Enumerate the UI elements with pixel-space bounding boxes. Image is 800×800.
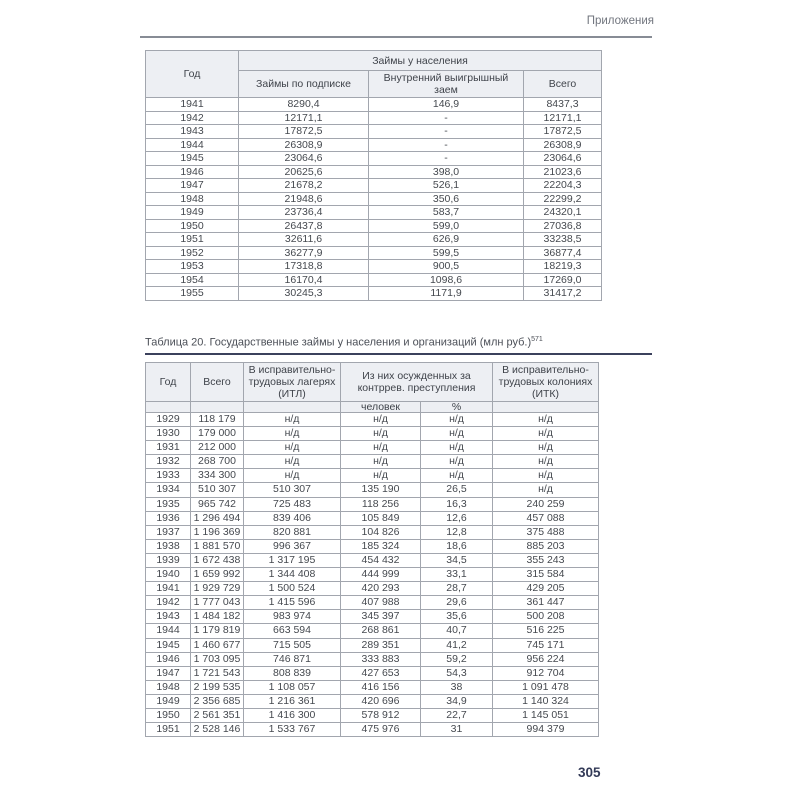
table-cell: 17872,5 bbox=[239, 125, 369, 139]
table-cell: 17872,5 bbox=[524, 125, 602, 139]
table-cell: 1 179 819 bbox=[191, 624, 244, 638]
table-row bbox=[146, 413, 599, 427]
table-row bbox=[146, 469, 599, 483]
table-cell: 20625,6 bbox=[239, 165, 369, 179]
table-cell: 420 696 bbox=[341, 694, 421, 708]
table-cell: 583,7 bbox=[369, 206, 524, 220]
table-cell: 1 703 095 bbox=[191, 652, 244, 666]
table-cell: 1931 bbox=[146, 441, 191, 455]
table-cell: 1940 bbox=[146, 568, 191, 582]
table-cell: 1 777 043 bbox=[191, 596, 244, 610]
table-cell: 21023,6 bbox=[524, 165, 602, 179]
table-cell: н/д bbox=[493, 469, 599, 483]
table-cell: 1 091 478 bbox=[493, 680, 599, 694]
table-cell: 375 488 bbox=[493, 525, 599, 539]
t2-subheader-empty bbox=[493, 402, 599, 413]
loans-table-header bbox=[146, 51, 602, 98]
table-row bbox=[146, 246, 602, 260]
table-cell: 118 256 bbox=[341, 497, 421, 511]
table-cell: 1946 bbox=[146, 165, 239, 179]
t2-subheader-empty bbox=[244, 402, 341, 413]
caption-rule bbox=[145, 353, 652, 355]
table-cell: 21948,6 bbox=[239, 192, 369, 206]
table-cell: 1 140 324 bbox=[493, 694, 599, 708]
table-cell: 22,7 bbox=[421, 708, 493, 722]
table-cell: 22204,3 bbox=[524, 179, 602, 193]
table-cell: 8437,3 bbox=[524, 98, 602, 112]
table-row bbox=[146, 539, 599, 553]
table-cell: 30245,3 bbox=[239, 287, 369, 301]
table-cell: 26308,9 bbox=[524, 138, 602, 152]
table-cell: 16170,4 bbox=[239, 273, 369, 287]
table-row bbox=[146, 260, 602, 274]
t2-subcol-people: человек bbox=[341, 402, 421, 413]
table-cell: 23064,6 bbox=[524, 152, 602, 166]
table-cell: 1944 bbox=[146, 138, 239, 152]
table-cell: 8290,4 bbox=[239, 98, 369, 112]
table-cell: 1947 bbox=[146, 179, 239, 193]
table-cell: н/д bbox=[493, 441, 599, 455]
table-row bbox=[146, 441, 599, 455]
table-cell: 444 999 bbox=[341, 568, 421, 582]
table-cell: 808 839 bbox=[244, 666, 341, 680]
table-cell: н/д bbox=[421, 469, 493, 483]
table-cell: 900,5 bbox=[369, 260, 524, 274]
t2-col-total: Всего bbox=[191, 363, 244, 402]
table-cell: - bbox=[369, 138, 524, 152]
table-cell: 1950 bbox=[146, 708, 191, 722]
table-row bbox=[146, 273, 602, 287]
table-cell: 1930 bbox=[146, 427, 191, 441]
table-cell: 1929 bbox=[146, 413, 191, 427]
table-cell: 1 216 361 bbox=[244, 694, 341, 708]
table-cell: 1 500 524 bbox=[244, 582, 341, 596]
table-cell: 35,6 bbox=[421, 610, 493, 624]
camps-table-body bbox=[146, 413, 599, 737]
table-cell: н/д bbox=[421, 455, 493, 469]
table-cell: - bbox=[369, 152, 524, 166]
table-cell: 1934 bbox=[146, 483, 191, 497]
table-row bbox=[146, 219, 602, 233]
t2-subcol-percent: % bbox=[421, 402, 493, 413]
table-row bbox=[146, 152, 602, 166]
table-cell: 1941 bbox=[146, 582, 191, 596]
table-cell: 1943 bbox=[146, 610, 191, 624]
table-cell: 1941 bbox=[146, 98, 239, 112]
table-cell: 1939 bbox=[146, 553, 191, 567]
table-cell: н/д bbox=[493, 455, 599, 469]
table-cell: 1 672 438 bbox=[191, 553, 244, 567]
table-cell: 36277,9 bbox=[239, 246, 369, 260]
table-cell: 1949 bbox=[146, 694, 191, 708]
table-cell: 26,5 bbox=[421, 483, 493, 497]
table-cell: 146,9 bbox=[369, 98, 524, 112]
table-caption-text: Таблица 20. Государственные займы у населения и организаций (млн руб.) bbox=[145, 336, 532, 349]
table-cell: 1945 bbox=[146, 638, 191, 652]
table-cell: 1942 bbox=[146, 111, 239, 125]
table-cell: 416 156 bbox=[341, 680, 421, 694]
table-cell: 1947 bbox=[146, 666, 191, 680]
table-cell: н/д bbox=[341, 469, 421, 483]
table-cell: 427 653 bbox=[341, 666, 421, 680]
table-cell: 41,2 bbox=[421, 638, 493, 652]
table-row bbox=[146, 624, 599, 638]
table-cell: 21678,2 bbox=[239, 179, 369, 193]
table-cell: 24320,1 bbox=[524, 206, 602, 220]
table-cell: 994 379 bbox=[493, 723, 599, 737]
table-cell: 1 460 677 bbox=[191, 638, 244, 652]
table-cell: 105 849 bbox=[341, 511, 421, 525]
table-cell: 839 406 bbox=[244, 511, 341, 525]
table-cell: 268 700 bbox=[191, 455, 244, 469]
table-cell: 2 528 146 bbox=[191, 723, 244, 737]
table-cell: 212 000 bbox=[191, 441, 244, 455]
table-cell: 1944 bbox=[146, 624, 191, 638]
table-row bbox=[146, 610, 599, 624]
header-rule bbox=[140, 36, 652, 38]
table-cell: 454 432 bbox=[341, 553, 421, 567]
table-row bbox=[146, 233, 602, 247]
table-cell: 457 088 bbox=[493, 511, 599, 525]
table-cell: 1951 bbox=[146, 233, 239, 247]
t2-col-year: Год bbox=[146, 363, 191, 402]
table-row bbox=[146, 138, 602, 152]
table-cell: 315 584 bbox=[493, 568, 599, 582]
table-cell: 1949 bbox=[146, 206, 239, 220]
table-cell: 663 594 bbox=[244, 624, 341, 638]
table-cell: 1 721 543 bbox=[191, 666, 244, 680]
table-cell: 912 704 bbox=[493, 666, 599, 680]
table-cell: 26308,9 bbox=[239, 138, 369, 152]
table-cell: 475 976 bbox=[341, 723, 421, 737]
table-cell: 334 300 bbox=[191, 469, 244, 483]
table-cell: 179 000 bbox=[191, 427, 244, 441]
table-cell: 2 356 685 bbox=[191, 694, 244, 708]
table-row bbox=[146, 680, 599, 694]
table-row bbox=[146, 525, 599, 539]
table-cell: н/д bbox=[341, 427, 421, 441]
table-cell: 1946 bbox=[146, 652, 191, 666]
table-row bbox=[146, 206, 602, 220]
table-cell: н/д bbox=[421, 427, 493, 441]
table-cell: 1938 bbox=[146, 539, 191, 553]
table-cell: 1 296 494 bbox=[191, 511, 244, 525]
t1-col-year: Год bbox=[146, 51, 239, 98]
table-cell: 12171,1 bbox=[239, 111, 369, 125]
table-cell: 17318,8 bbox=[239, 260, 369, 274]
table-cell: 23064,6 bbox=[239, 152, 369, 166]
table-cell: 118 179 bbox=[191, 413, 244, 427]
table-cell: 1 344 408 bbox=[244, 568, 341, 582]
table-cell: 17269,0 bbox=[524, 273, 602, 287]
table-row bbox=[146, 455, 599, 469]
table-cell: 746 871 bbox=[244, 652, 341, 666]
table-cell: 1 415 596 bbox=[244, 596, 341, 610]
table-cell: 1936 bbox=[146, 511, 191, 525]
table-cell: 1953 bbox=[146, 260, 239, 274]
table-cell: 36877,4 bbox=[524, 246, 602, 260]
table-cell: 1948 bbox=[146, 192, 239, 206]
table-cell: 1171,9 bbox=[369, 287, 524, 301]
table-cell: 1937 bbox=[146, 525, 191, 539]
table-cell: 983 974 bbox=[244, 610, 341, 624]
table-cell: 1 108 057 bbox=[244, 680, 341, 694]
table-header-row bbox=[146, 363, 599, 402]
table-cell: - bbox=[369, 111, 524, 125]
table-row bbox=[146, 192, 602, 206]
table-row bbox=[146, 596, 599, 610]
table-cell: 626,9 bbox=[369, 233, 524, 247]
table-cell: 599,5 bbox=[369, 246, 524, 260]
table-cell: 500 208 bbox=[493, 610, 599, 624]
table-cell: 1943 bbox=[146, 125, 239, 139]
table-caption bbox=[145, 336, 543, 349]
table-cell: 725 483 bbox=[244, 497, 341, 511]
table-cell: 240 259 bbox=[493, 497, 599, 511]
camps-table-header bbox=[146, 363, 599, 413]
loans-table bbox=[145, 50, 602, 301]
table-cell: 745 171 bbox=[493, 638, 599, 652]
table-cell: 32611,6 bbox=[239, 233, 369, 247]
table-cell: 429 205 bbox=[493, 582, 599, 596]
table-cell: 526,1 bbox=[369, 179, 524, 193]
table-cell: 1098,6 bbox=[369, 273, 524, 287]
t2-col-itl: В исправительно-трудовых лагерях (ИТЛ) bbox=[244, 363, 341, 402]
table-cell: 1 145 051 bbox=[493, 708, 599, 722]
footnote-reference: 571 bbox=[531, 336, 543, 343]
table-cell: н/д bbox=[341, 441, 421, 455]
t2-col-itk: В исправительно-трудовых колониях (ИТК) bbox=[493, 363, 599, 402]
table-cell: 12171,1 bbox=[524, 111, 602, 125]
table-cell: 40,7 bbox=[421, 624, 493, 638]
table-cell: 1952 bbox=[146, 246, 239, 260]
table-cell: н/д bbox=[244, 427, 341, 441]
table-cell: 12,8 bbox=[421, 525, 493, 539]
t1-col-internal-loan: Внутренний выигрышный заем bbox=[369, 71, 524, 98]
table-cell: 355 243 bbox=[493, 553, 599, 567]
table-cell: 1 196 369 bbox=[191, 525, 244, 539]
table-row bbox=[146, 111, 602, 125]
table-cell: 516 225 bbox=[493, 624, 599, 638]
table-cell: 578 912 bbox=[341, 708, 421, 722]
table-cell: 26437,8 bbox=[239, 219, 369, 233]
table-cell: 715 505 bbox=[244, 638, 341, 652]
table-header-row bbox=[146, 51, 602, 71]
table-cell: 1932 bbox=[146, 455, 191, 469]
table-cell: 510 307 bbox=[244, 483, 341, 497]
table-cell: 2 199 535 bbox=[191, 680, 244, 694]
table-cell: 956 224 bbox=[493, 652, 599, 666]
table-cell: 2 561 351 bbox=[191, 708, 244, 722]
table-cell: 1 533 767 bbox=[244, 723, 341, 737]
table-cell: 34,5 bbox=[421, 553, 493, 567]
table-cell: 1 416 300 bbox=[244, 708, 341, 722]
table-row bbox=[146, 694, 599, 708]
table-cell: 407 988 bbox=[341, 596, 421, 610]
table-cell: н/д bbox=[244, 469, 341, 483]
camps-table bbox=[145, 362, 599, 737]
table-row bbox=[146, 165, 602, 179]
table-row bbox=[146, 723, 599, 737]
running-header: Приложения bbox=[586, 15, 654, 27]
table-row bbox=[146, 582, 599, 596]
table-cell: 33,1 bbox=[421, 568, 493, 582]
table-cell: 333 883 bbox=[341, 652, 421, 666]
table-cell: 268 861 bbox=[341, 624, 421, 638]
table-cell: н/д bbox=[341, 413, 421, 427]
table-cell: н/д bbox=[421, 413, 493, 427]
table-cell: 29,6 bbox=[421, 596, 493, 610]
t2-subheader-empty bbox=[146, 402, 191, 413]
table-cell: н/д bbox=[244, 413, 341, 427]
table-cell: 1933 bbox=[146, 469, 191, 483]
table-cell: 420 293 bbox=[341, 582, 421, 596]
table-cell: 185 324 bbox=[341, 539, 421, 553]
table-row bbox=[146, 511, 599, 525]
table-row bbox=[146, 666, 599, 680]
table-cell: 345 397 bbox=[341, 610, 421, 624]
table-cell: 135 190 bbox=[341, 483, 421, 497]
table-row bbox=[146, 483, 599, 497]
table-cell: н/д bbox=[421, 441, 493, 455]
table-row bbox=[146, 708, 599, 722]
table-cell: 54,3 bbox=[421, 666, 493, 680]
table-cell: 18,6 bbox=[421, 539, 493, 553]
table-row bbox=[146, 652, 599, 666]
table-row bbox=[146, 287, 602, 301]
table-cell: 12,6 bbox=[421, 511, 493, 525]
table-cell: 1955 bbox=[146, 287, 239, 301]
table-cell: 1 929 729 bbox=[191, 582, 244, 596]
table-cell: 22299,2 bbox=[524, 192, 602, 206]
t2-subheader-empty bbox=[191, 402, 244, 413]
table-cell: 1935 bbox=[146, 497, 191, 511]
page-number: 305 bbox=[578, 765, 601, 780]
table-cell: 1 881 570 bbox=[191, 539, 244, 553]
table-cell: н/д bbox=[493, 427, 599, 441]
table-cell: 1945 bbox=[146, 152, 239, 166]
table-cell: - bbox=[369, 125, 524, 139]
table-cell: н/д bbox=[244, 441, 341, 455]
table-cell: 33238,5 bbox=[524, 233, 602, 247]
table-cell: 23736,4 bbox=[239, 206, 369, 220]
table-header-row bbox=[146, 402, 599, 413]
table-cell: 38 bbox=[421, 680, 493, 694]
table-row bbox=[146, 568, 599, 582]
table-cell: 1950 bbox=[146, 219, 239, 233]
table-cell: 18219,3 bbox=[524, 260, 602, 274]
table-cell: 59,2 bbox=[421, 652, 493, 666]
table-cell: 1942 bbox=[146, 596, 191, 610]
table-cell: н/д bbox=[244, 455, 341, 469]
table-cell: н/д bbox=[493, 483, 599, 497]
table-cell: 1 317 195 bbox=[244, 553, 341, 567]
t1-col-total: Всего bbox=[524, 71, 602, 98]
table-cell: 1 659 992 bbox=[191, 568, 244, 582]
table-row bbox=[146, 179, 602, 193]
loans-table-body bbox=[146, 98, 602, 301]
table-cell: 510 307 bbox=[191, 483, 244, 497]
table-row bbox=[146, 427, 599, 441]
table-cell: 16,3 bbox=[421, 497, 493, 511]
table-row bbox=[146, 497, 599, 511]
table-cell: 820 881 bbox=[244, 525, 341, 539]
table-cell: 31 bbox=[421, 723, 493, 737]
table-cell: 289 351 bbox=[341, 638, 421, 652]
table-cell: 350,6 bbox=[369, 192, 524, 206]
t2-col-counterrev: Из них осужденных за контррев. преступления bbox=[341, 363, 493, 402]
table-cell: 34,9 bbox=[421, 694, 493, 708]
table-cell: 885 203 bbox=[493, 539, 599, 553]
t1-group-header: Займы у населения bbox=[239, 51, 602, 71]
table-row bbox=[146, 98, 602, 112]
table-cell: 28,7 bbox=[421, 582, 493, 596]
table-row bbox=[146, 553, 599, 567]
table-cell: 996 367 bbox=[244, 539, 341, 553]
table-cell: 27036,8 bbox=[524, 219, 602, 233]
table-cell: 1 484 182 bbox=[191, 610, 244, 624]
table-cell: 104 826 bbox=[341, 525, 421, 539]
table-cell: 361 447 bbox=[493, 596, 599, 610]
table-cell: 398,0 bbox=[369, 165, 524, 179]
table-cell: н/д bbox=[493, 413, 599, 427]
table-cell: 1954 bbox=[146, 273, 239, 287]
table-cell: 1951 bbox=[146, 723, 191, 737]
table-row bbox=[146, 125, 602, 139]
table-cell: н/д bbox=[341, 455, 421, 469]
table-cell: 1948 bbox=[146, 680, 191, 694]
t1-col-subscription: Займы по подписке bbox=[239, 71, 369, 98]
table-cell: 31417,2 bbox=[524, 287, 602, 301]
table-row bbox=[146, 638, 599, 652]
table-cell: 965 742 bbox=[191, 497, 244, 511]
table-cell: 599,0 bbox=[369, 219, 524, 233]
